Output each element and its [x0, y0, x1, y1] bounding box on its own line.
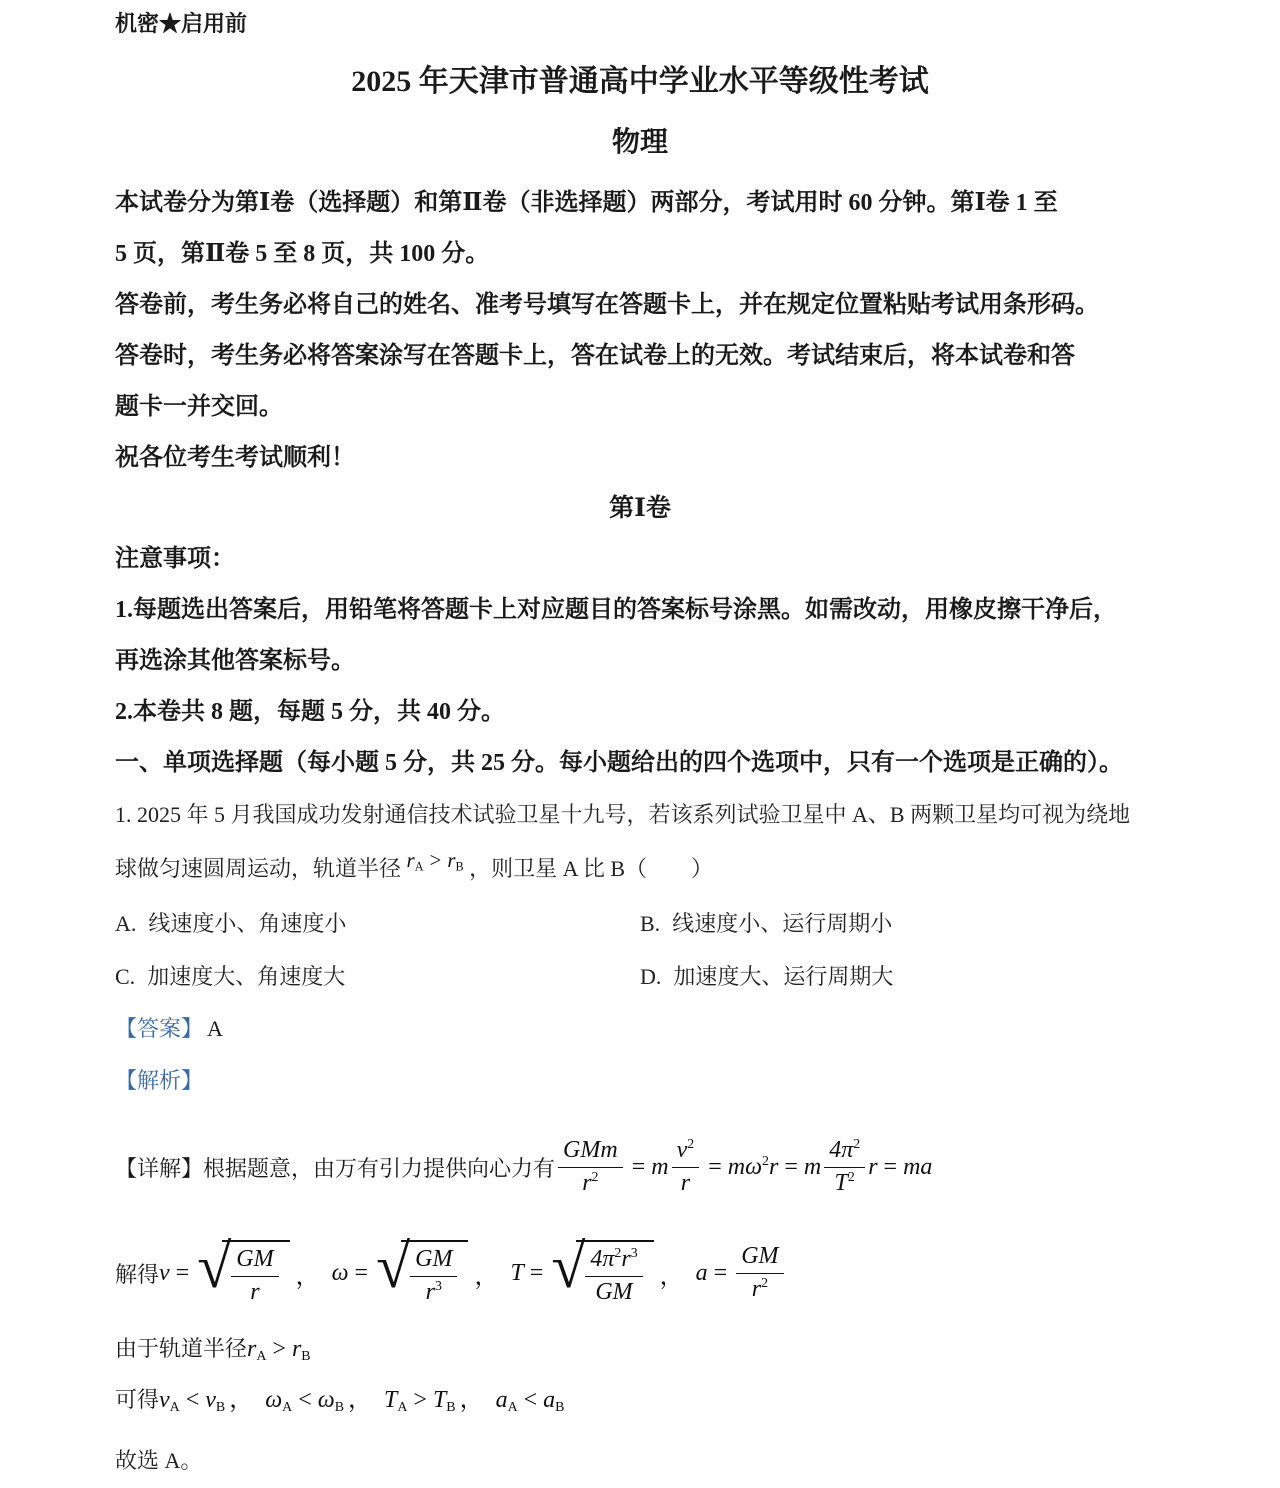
- math-token: =: [631, 1153, 646, 1180]
- detail-label: 【详解】: [115, 1155, 204, 1181]
- fraction-4pi2-T2: [824, 1137, 865, 1197]
- math-token: =: [529, 1259, 544, 1286]
- math-token: <: [185, 1387, 200, 1413]
- math-token: r: [582, 1169, 592, 1196]
- math-token: B: [301, 1349, 311, 1365]
- note-line: 再选涂其他答案标号。: [115, 648, 355, 674]
- note-line: 2.本卷共 8 题，每题 5 分，共 40 分。: [115, 699, 505, 725]
- math-token: ，: [459, 1387, 484, 1413]
- math-token: =: [883, 1153, 898, 1180]
- since-line: [115, 1327, 1165, 1371]
- option-key: C.: [115, 964, 136, 989]
- math-token: B: [334, 1400, 344, 1416]
- question-1: [115, 789, 1165, 1003]
- math-token: 2: [853, 1136, 861, 1152]
- math-token: v: [159, 1259, 170, 1286]
- sqrt-T: [551, 1232, 653, 1306]
- math-token: B: [215, 1400, 226, 1416]
- radical-sign: √: [551, 1232, 586, 1301]
- math-token: r: [425, 1278, 435, 1305]
- math-token: v: [676, 1136, 688, 1163]
- intro-line: 题卡一并交回。: [115, 394, 283, 420]
- math-token: ω: [317, 1387, 335, 1413]
- math-token: 2: [614, 1245, 622, 1261]
- math-token: a: [495, 1387, 508, 1413]
- math-token: a: [695, 1259, 708, 1286]
- math-token: B: [455, 859, 464, 874]
- math-token: r: [751, 1275, 762, 1302]
- math-token: m: [651, 1153, 669, 1180]
- math-token: 4π: [590, 1245, 615, 1272]
- math-token: GMm: [563, 1136, 618, 1163]
- analysis-line: [115, 1055, 1165, 1107]
- fraction-v2-r: [672, 1137, 700, 1197]
- radicand: [576, 1240, 653, 1306]
- fraction-GM-r3: [410, 1246, 457, 1306]
- math-token: =: [354, 1259, 369, 1286]
- math-token: =: [708, 1153, 722, 1180]
- math-token: GM: [595, 1278, 633, 1305]
- math-token: T: [383, 1387, 398, 1413]
- math-token: a: [543, 1387, 556, 1413]
- question-line-2: [115, 841, 1165, 897]
- question-line-1: 1. 2025 年 5 月我国成功发射通信技术试验卫星十九号，若该系列试验卫星中 A、B 两颗卫星均可视为绕地: [115, 802, 1131, 827]
- math-token: 4π: [829, 1136, 854, 1163]
- math-token: >: [429, 848, 442, 872]
- math-token: 2: [761, 1275, 769, 1291]
- fraction-gravity: [558, 1137, 623, 1197]
- part1-heading: 第Ⅰ卷: [609, 495, 671, 522]
- math-token: v: [205, 1387, 216, 1413]
- radicand: [401, 1240, 468, 1306]
- math-token: m: [803, 1153, 822, 1180]
- math-token: A: [397, 1400, 408, 1416]
- option-text: 加速度大、角速度大: [147, 964, 346, 989]
- math-token: ，: [474, 1263, 499, 1290]
- subject-title: 物理: [611, 127, 668, 158]
- math-token: ，: [347, 1387, 372, 1413]
- detail-line: [115, 1121, 1165, 1213]
- question-text: 球做匀速圆周运动，轨道半径: [115, 856, 402, 881]
- detail-text: 根据题意，由万有引力提供向心力有: [203, 1155, 556, 1181]
- math-token: r: [291, 1336, 302, 1362]
- result-text: 可得: [115, 1387, 160, 1412]
- sqrt-v: [197, 1232, 289, 1306]
- intro-paragraph: [115, 178, 1165, 484]
- math-token: 2: [847, 1169, 855, 1185]
- math-token: 2: [687, 1136, 695, 1152]
- option-text: 加速度大、运行周期大: [673, 964, 894, 989]
- sqrt-omega: [376, 1232, 468, 1306]
- math-token: GM: [236, 1245, 274, 1272]
- intro-line: 祝各位考生考试顺利！: [115, 445, 355, 471]
- formula-centripetal: [555, 1137, 932, 1197]
- math-token: ω: [331, 1259, 349, 1286]
- math-token: <: [523, 1387, 538, 1413]
- answer-value: A: [207, 1016, 223, 1041]
- math-token: v: [159, 1387, 170, 1413]
- note-line: 1.每题选出答案后，用铅笔将答题卡上对应题目的答案标号涂黑。如需改动，用橡皮擦干净后，: [115, 597, 1117, 623]
- answer-label: 【答案】: [115, 1016, 204, 1041]
- option-c: [115, 950, 640, 1003]
- math-token: r: [680, 1169, 691, 1196]
- formula-solutions: [159, 1232, 787, 1306]
- option-a: [115, 897, 640, 950]
- math-token: >: [413, 1387, 427, 1413]
- notes-heading: 注意事项：: [115, 546, 235, 572]
- math-token: mω: [727, 1153, 763, 1180]
- exam-title: 2025 年天津市普通高中学业水平等级性考试: [351, 65, 929, 98]
- option-key: A.: [115, 911, 137, 936]
- section-heading: 一、单项选择题（每小题 5 分，共 25 分。每小题给出的四个选项中，只有一个选项是正确的）。: [115, 750, 1123, 776]
- answer-line: [115, 1003, 1165, 1055]
- math-token: GM: [415, 1245, 453, 1272]
- intro-line: 答卷前，考生务必将自己的姓名、准考号填写在答题卡上，并在规定位置粘贴考试用条形码。: [115, 292, 1099, 318]
- math-token: r: [406, 848, 415, 872]
- math-token: ，: [229, 1387, 254, 1413]
- classification-label: 机密★启用前: [115, 11, 248, 36]
- math-token: 2: [762, 1153, 769, 1169]
- intro-line: 本试卷分为第Ⅰ卷（选择题）和第Ⅱ卷（非选择题）两部分，考试用时 60 分钟。第Ⅰ卷 1 至: [115, 190, 1058, 216]
- intro-line: 5 页，第Ⅱ卷 5 至 8 页，共 100 分。: [115, 241, 490, 267]
- conclusion-line: 故选 A。: [115, 1448, 203, 1473]
- solve-line: [115, 1227, 1165, 1319]
- solve-label: 解得: [115, 1261, 160, 1287]
- math-token: 3: [630, 1245, 638, 1261]
- math-token: T: [432, 1387, 447, 1413]
- math-token: T: [510, 1259, 524, 1286]
- options-grid: [115, 897, 1165, 1003]
- math-token: A: [414, 859, 424, 874]
- math-token: 2: [591, 1169, 599, 1185]
- math-token: >: [272, 1336, 286, 1362]
- math-token: ，: [659, 1263, 684, 1290]
- math-token: B: [446, 1400, 456, 1416]
- math-token: GM: [741, 1242, 779, 1269]
- option-key: B.: [640, 911, 661, 936]
- formula-radii-compare: [247, 1327, 311, 1371]
- since-text: 由于轨道半径: [115, 1336, 248, 1361]
- analysis-label: 【解析】: [115, 1068, 204, 1093]
- radical-sign: √: [197, 1232, 232, 1301]
- radical-sign: √: [376, 1232, 411, 1301]
- math-token: 3: [434, 1278, 442, 1294]
- inline-formula-radii: [407, 848, 464, 872]
- option-text: 线速度小、运行周期小: [672, 911, 893, 936]
- intro-line: 答卷时，考生务必将答案涂写在答题卡上，答在试卷上的无效。考试结束后，将本试卷和答: [115, 343, 1075, 369]
- formula-results: [159, 1375, 564, 1425]
- question-text: ，则卫星 A 比 B（ ）: [469, 856, 714, 881]
- notes-list: [115, 585, 1165, 738]
- math-token: r: [768, 1153, 779, 1180]
- option-text: 线速度小、角速度小: [148, 911, 347, 936]
- fraction-GM-r2: [736, 1243, 783, 1303]
- math-token: ，: [295, 1263, 320, 1290]
- math-token: T: [834, 1169, 848, 1196]
- math-token: A: [256, 1349, 267, 1365]
- math-token: r: [447, 848, 456, 872]
- math-token: =: [713, 1259, 728, 1286]
- math-token: <: [298, 1387, 312, 1413]
- math-token: B: [555, 1400, 565, 1416]
- math-token: A: [507, 1400, 518, 1416]
- math-token: r: [621, 1245, 631, 1272]
- math-token: r: [250, 1278, 260, 1305]
- math-token: ma: [903, 1153, 933, 1180]
- math-token: A: [169, 1400, 180, 1416]
- fraction-GM-r: [231, 1246, 278, 1306]
- math-token: r: [247, 1336, 257, 1362]
- fraction-4pi2r3-GM: [585, 1246, 642, 1306]
- radicand: [222, 1240, 289, 1306]
- result-line: [115, 1375, 1165, 1425]
- option-b: [640, 897, 1165, 950]
- option-d: [640, 950, 1165, 1003]
- math-token: =: [175, 1259, 190, 1286]
- term-omega: [728, 1154, 779, 1181]
- math-token: =: [784, 1153, 798, 1180]
- math-token: A: [282, 1400, 293, 1416]
- math-token: r: [868, 1153, 878, 1180]
- option-key: D.: [640, 964, 662, 989]
- math-token: ω: [265, 1387, 283, 1413]
